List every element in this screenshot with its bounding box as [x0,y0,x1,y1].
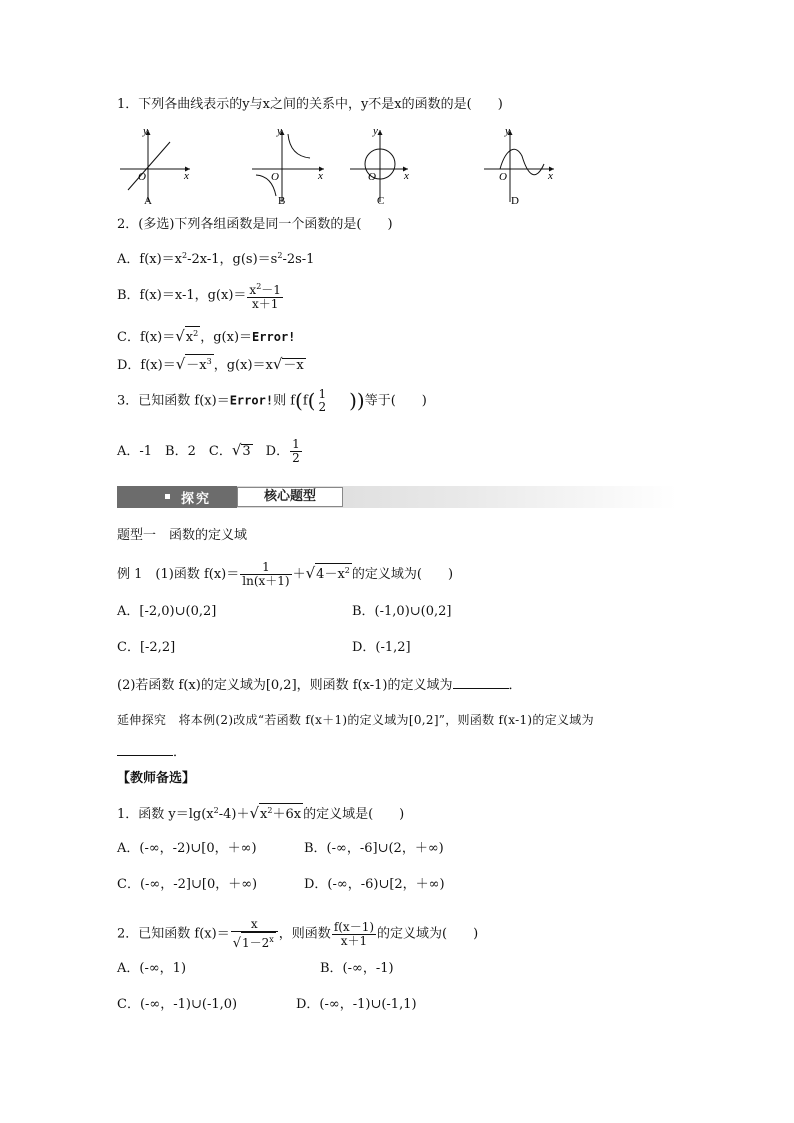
graph-d [482,124,558,206]
teacher-question-2-option-b: B．(-∞，-1) [320,961,394,976]
teacher-question-1-option-b: B．(-∞，-6]∪(2，＋∞) [304,841,444,856]
section-banner [117,486,677,508]
extension-stem: 延伸探究 将本例(2)改成“若函数 f(x＋1)的定义域为[0,2]”，则函数 f(x-1)的定义域为 [117,713,594,727]
sqrt: $x^2+6x$ [259,803,303,822]
axis-y-label: y [143,125,148,137]
question-2-option-d: D．$f(x)=√-x^3$ ，g(x)＝x√－x [117,355,304,373]
teacher-question-2-option-c: C．(-∞，-1)∪(-1,0) [117,997,238,1012]
axis-y-label: y [373,125,378,137]
example-1-option-a: A．[-2,0)∪(0,2] [117,604,217,619]
origin-label: O [368,171,376,183]
graph-label-b: B [278,195,286,206]
axis-x-label: x [318,170,323,182]
example-1-part-2: (2)若函数 f(x)的定义域为[0,2]，则函数 f(x-1)的定义域为 ． [117,678,522,693]
bullet-icon [165,494,170,499]
graph-b [250,124,330,206]
banner-left-label: 探究 [181,492,212,507]
banner-right-label: 核心题型 [237,487,343,507]
axis-x-label: x [404,170,409,182]
graph-c [348,124,412,206]
teacher-selection-label: 【教师备选】 [117,771,196,786]
origin-label: O [271,171,279,183]
teacher-question-2-option-d: D．(-∞，-1)∪(-1,1) [296,997,417,1012]
answer-blank[interactable] [117,743,173,756]
type-1-title: 题型一 函数的定义域 [117,528,248,543]
extension-answer: ． [117,743,186,762]
example-1-option-c: C．[-2,2] [117,640,176,655]
graph-label-a: A [144,195,152,206]
question-2-option-c: C．$f(x)=√x^2$ ，g(x)＝Error! [117,327,296,345]
axis-y-label: y [505,125,510,137]
sqrt: $x^2$ [185,326,200,345]
sqrt: $-x^3$ [185,354,213,373]
teacher-question-1-option-c: C．(-∞，-2]∪[0，＋∞) [117,877,258,892]
question-2-option-b: B．f(x)＝x-1，g(x)＝ $\frac{x^2-1}{x+1}$ [117,282,281,311]
question-3-options: A．-1 B．2 C．√3 D． $\frac{1}{2}$ [117,437,300,465]
sqrt: －x [283,358,304,373]
example-1-option-d: D．(-1,2] [352,640,411,655]
graph-label-d: D [511,195,519,206]
sqrt: $4-x^2$ [315,563,352,582]
fraction: $\frac{x^2-1}{x+1}$ [249,282,281,311]
axis-x-label: x [184,170,189,182]
fraction: $\frac{1}{2}$ [292,437,300,465]
question-1-stem: 1．下列各曲线表示的y与x之间的关系中，y不是x的函数的是( ) [117,97,503,112]
question-2-option-a: A．$f(x)=x^2-2x-1$，$g(s)=s^2-2s-1$ [117,251,315,267]
banner-tag [117,486,237,508]
teacher-question-1-option-d: D．(-∞，-6)∪[2，＋∞) [304,877,445,892]
answer-blank[interactable] [453,676,509,689]
example-1-option-b: B．(-1,0)∪(0,2] [352,604,452,619]
graph-label-c: C [377,195,385,206]
sqrt: 3 [242,444,251,459]
question-2-stem: 2．(多选)下列各组函数是同一个函数的是( ) [117,217,393,232]
origin-label: O [138,171,146,183]
teacher-question-2: 2．已知函数 f(x)＝ $\frac{x}{√1-2^x}$ ，则函数 $\frac{f(x-1)}{x+1}$ 的定义域为( ) [117,917,479,951]
question-3-stem: 3．已知函数 f(x)＝Error!则 f(f( 1 2 ))等于( ) [117,387,427,414]
graph-a [118,124,194,206]
axis-x-label: x [548,170,553,182]
fraction: $\frac{f(x-1)}{x+1}$ [333,919,375,948]
fraction: $\frac{x}{√1-2^x}$ [231,918,278,950]
teacher-question-1: 1．函数 $y=\lg(x^2-4)+√x^2+6x$ 的定义域是( ) [117,804,405,822]
fraction: $\frac{1}{\ln(x+1)}$ [242,560,290,588]
teacher-question-2-option-a: A．(-∞，1) [117,961,187,976]
fraction: 1 2 [318,387,327,414]
teacher-question-1-option-a: A．(-∞，-2)∪[0，＋∞) [117,841,257,856]
axis-y-label: y [277,125,282,137]
origin-label: O [499,171,507,183]
example-1-stem: 例 1 (1)函数 f(x)＝ $\frac{1}{\ln(x+1)}$ $+√4-x^2$ 的定义域为( ) [117,560,454,588]
